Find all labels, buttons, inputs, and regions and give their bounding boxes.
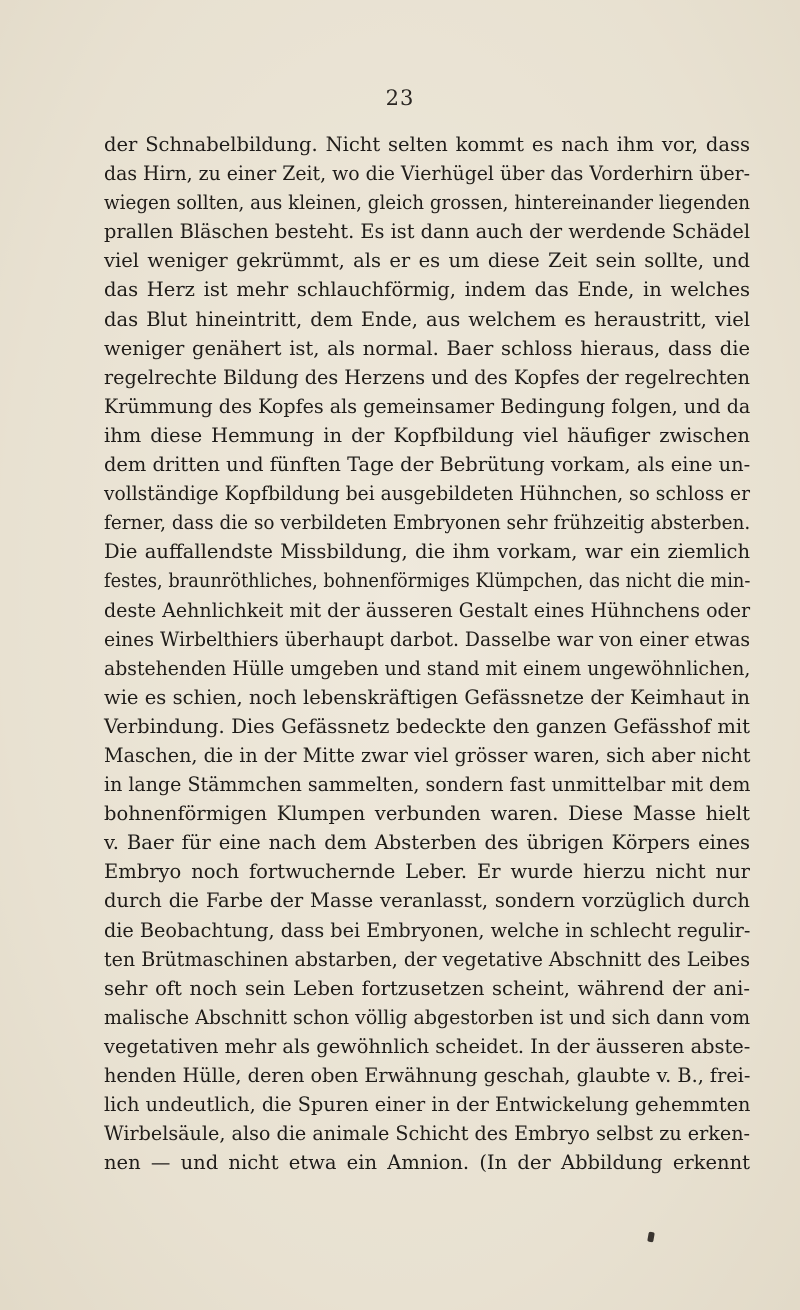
page-number: 23 (385, 86, 415, 110)
text-line: Embryo noch fortwuchernde Leber. Er wurde hierzu nicht nur (104, 860, 750, 884)
text-line: das Hirn, zu einer Zeit, wo die Vierhügel über das Vorderhirn über- (104, 162, 750, 186)
text-line: ihm diese Hemmung in der Kopfbildung viel häufiger zwischen (104, 423, 750, 447)
text-line: Verbindung. Dies Gefässnetz bedeckte den ganzen Gefässhof mit (104, 714, 750, 738)
text-line: malische Abschnitt schon völlig abgestorben ist und sich dann vom (104, 1005, 751, 1029)
text-line: sehr oft noch sein Leben fortzusetzen scheint, während der ani- (104, 976, 750, 1000)
text-line: Krümmung des Kopfes als gemeinsamer Bedingung folgen, und da (104, 394, 751, 418)
text-line: vollständige Kopfbildung bei ausgebildeten Hühnchen, so schloss er (104, 482, 750, 506)
text-line: weniger genähert ist, als normal. Baer schloss hieraus, dass die (104, 336, 750, 360)
text-line: wie es schien, noch lebenskräftigen Gefässnetze der Keimhaut in (104, 685, 750, 709)
text-line: v. Baer für eine nach dem Absterben des übrigen Körpers eines (104, 831, 750, 855)
body-text (104, 130, 750, 1177)
text-line: ferner, dass die so verbildeten Embryonen sehr frühzeitig absterben. (104, 511, 751, 535)
text-line: deste Aehnlichkeit mit der äusseren Gestalt eines Hühnchens oder (104, 598, 751, 622)
text-line: der Schnabelbildung. Nicht selten kommt es nach ihm vor, dass (104, 133, 750, 156)
text-line: festes, braunröthliches, bohnenförmiges Klümpchen, das nicht die min- (104, 569, 751, 593)
text-line: vegetativen mehr als gewöhnlich scheidet. In der äusseren abste- (104, 1034, 751, 1058)
text-line: Wirbelsäule, also die animale Schicht des Embryo selbst zu erken- (104, 1122, 750, 1146)
text-line: Maschen, die in der Mitte zwar viel grösser waren, sich aber nicht (104, 743, 751, 767)
text-line: dem dritten und fünften Tage der Bebrütung vorkam, als eine un- (104, 453, 751, 477)
text-line: das Herz ist mehr schlauchförmig, indem das Ende, in welches (104, 278, 750, 302)
text-line: viel weniger gekrümmt, als er es um diese Zeit sein sollte, und (104, 249, 750, 273)
text-line: regelrechte Bildung des Herzens und des Kopfes der regelrechten (104, 365, 750, 389)
text-line: ten Brütmaschinen abstarben, der vegetative Abschnitt des Leibes (104, 947, 750, 971)
text-line: prallen Bläschen besteht. Es ist dann auch der werdende Schädel (104, 220, 751, 244)
text-line: henden Hülle, deren oben Erwähnung geschah, glaubte v. B., frei- (104, 1064, 751, 1087)
ink-mark (647, 1232, 655, 1243)
text-line: wiegen sollten, aus kleinen, gleich grossen, hintereinander liegenden (104, 191, 750, 215)
text-line: in lange Stämmchen sammelten, sondern fast unmittelbar mit dem (104, 773, 751, 797)
text-line: durch die Farbe der Masse veranlasst, sondern vorzüglich durch (104, 889, 750, 913)
text-line: Die auffallendste Missbildung, die ihm vorkam, war ein ziemlich (104, 540, 750, 564)
text-line: nen — und nicht etwa ein Amnion. (In der Abbildung erkennt (104, 1151, 750, 1175)
text-line: lich undeutlich, die Spuren einer in der Entwickelung gehemmten (104, 1093, 751, 1117)
text-line: das Blut hineintritt, dem Ende, aus welchem es heraustritt, viel (104, 307, 750, 331)
text-line: eines Wirbelthiers überhaupt darbot. Dasselbe war von einer etwas (104, 627, 751, 651)
text-line: bohnenförmigen Klumpen verbunden waren. Diese Masse hielt (104, 802, 750, 826)
text-line: die Beobachtung, dass bei Embryonen, welche in schlecht regulir- (104, 918, 751, 942)
text-line: abstehenden Hülle umgeben und stand mit einem ungewöhnlichen, (104, 656, 751, 680)
